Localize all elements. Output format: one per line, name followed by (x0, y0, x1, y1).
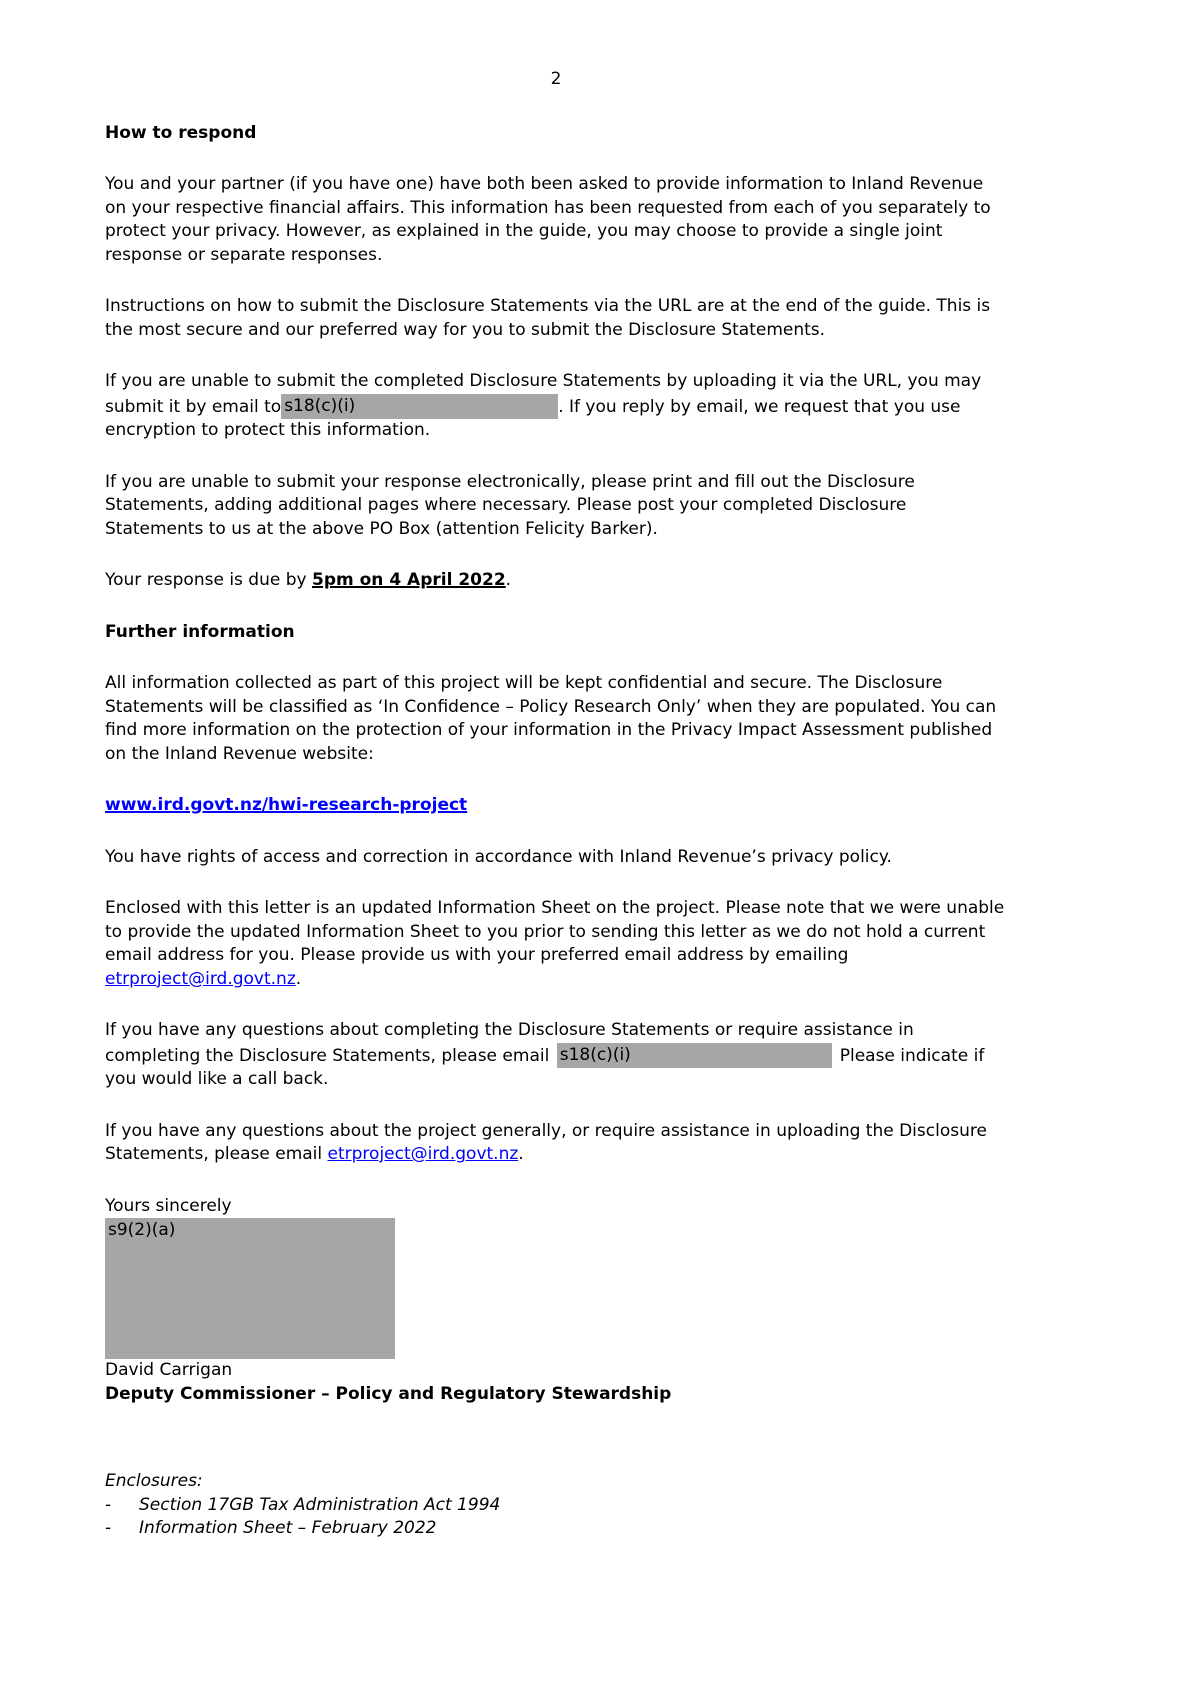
signer-title: Deputy Commissioner – Policy and Regulatory Stewardship (105, 1383, 672, 1404)
paragraph-email-submit (105, 370, 1007, 443)
dash-bullet: - (105, 1494, 112, 1515)
paragraph-instructions: Instructions on how to submit the Disclosure Statements via the URL are at the end of the guide. This is the most secure and our preferred way for you to submit the Disclosure Statements. (105, 296, 991, 340)
enclosure-item-label: Information Sheet – February 2022 (139, 1518, 437, 1538)
paragraph-questions-completing (105, 1019, 1007, 1092)
redaction-bar-s18ci-email (281, 394, 558, 419)
hwi-research-project-link[interactable]: www.ird.govt.nz/hwi-research-project (105, 795, 468, 815)
paragraph-partner-info: You and your partner (if you have one) have both been asked to provide information to Inland Revenue on your respective financial affairs. This information has been requested from each of you separately to protect your privacy. However, as explained in the guide, you may choose to provide a single joint response or separate responses. (105, 174, 991, 265)
redaction-label: s18(c)(i) (284, 395, 356, 416)
response-deadline: 5pm on 4 April 2022 (311, 570, 506, 590)
signature-redaction-box (105, 1218, 395, 1359)
text-segment: . If you reply by email, we request that you use encryption to protect this information. (105, 396, 961, 440)
enclosures-section (105, 1470, 1007, 1541)
heading-further-information: Further information (105, 621, 295, 642)
enclosure-item-label: Section 17GB Tax Administration Act 1994 (139, 1494, 501, 1515)
text-segment: . (505, 570, 512, 590)
paragraph-rights: You have rights of access and correction in accordance with Inland Revenue’s privacy policy. (105, 846, 892, 867)
heading-how-to-respond: How to respond (105, 122, 257, 143)
enclosure-item (105, 1517, 1007, 1541)
text-segment: . (295, 968, 302, 989)
redaction-bar-s18ci-questions (557, 1043, 832, 1068)
text-segment: Your response is due by (105, 570, 312, 590)
etrproject-email-link[interactable]: etrproject@ird.govt.nz (105, 968, 296, 989)
text-segment: If you have any questions about completing the Disclosure Statements or require assistance in completing the Disclosure Statements, please email (105, 1020, 914, 1066)
signer-name: David Carrigan (105, 1360, 233, 1380)
redaction-label: s9(2)(a) (108, 1220, 176, 1240)
paragraph-enclosed (105, 897, 1007, 991)
text-segment: . (518, 1144, 524, 1164)
enclosure-item (105, 1494, 1007, 1518)
text-segment: If you are unable to submit the completed Disclosure Statements by uploading it via the URL, you may submit it by email to (105, 371, 982, 417)
redaction-label: s18(c)(i) (559, 1044, 631, 1065)
paragraph-print-post: If you are unable to submit your response electronically, please print and fill out the Disclosure Statements, adding additional pages where necessary. Please post your completed Disclosure Statements to us at the above PO Box (attention Felicity Barker). (105, 471, 915, 539)
text-segment: If you have any questions about the project generally, or require assistance in uploading the Disclosure Statements, please email (105, 1120, 987, 1164)
enclosures-heading: Enclosures: (105, 1471, 203, 1491)
text-segment: Please indicate if you would like a call back. (105, 1045, 985, 1089)
paragraph-questions-project (105, 1120, 1007, 1167)
signature-closing: Yours sincerely (105, 1195, 232, 1216)
page-number: 2 (550, 69, 562, 89)
paragraph-confidential: All information collected as part of this project will be kept confidential and secure. The Disclosure Statements will be classified as ‘In Confidence – Policy Research Only’ when they are populated. You can find more information on the protection of your information in the Privacy Impact Assessment published on the Inland Revenue website: (105, 673, 997, 764)
paragraph-due-date (105, 569, 1007, 593)
paragraph-website-link (105, 794, 1007, 818)
text-segment: Enclosed with this letter is an updated Information Sheet on the project. Please note that we were unable to provide the updated Information Sheet to you prior to sending this letter as we do not hold a current email address for you. Please provide us with your preferred email address by emailing (105, 898, 1005, 965)
dash-bullet: - (105, 1518, 112, 1538)
etrproject-email-link[interactable]: etrproject@ird.govt.nz (327, 1144, 519, 1164)
